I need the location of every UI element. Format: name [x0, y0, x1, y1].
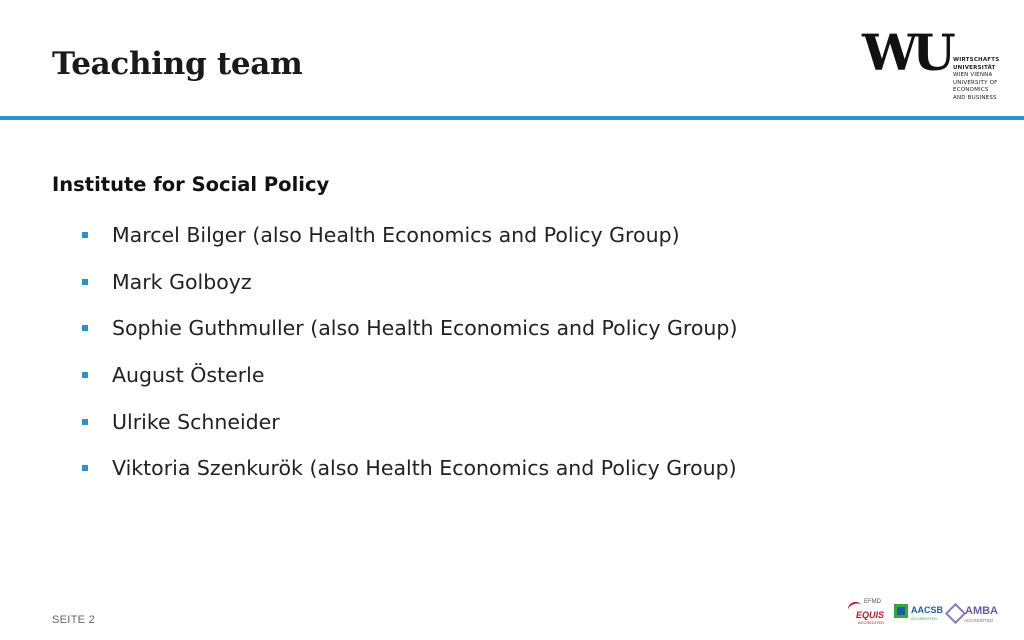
- square-bullet-icon: [82, 279, 88, 285]
- wu-logo-text: [953, 57, 1013, 103]
- logo-line: WIRTSCHAFTS: [953, 57, 1000, 63]
- amba-diamond-icon: [945, 603, 966, 624]
- wu-logo: [862, 23, 1002, 106]
- equis-logo: [846, 598, 890, 626]
- square-bullet-icon: [82, 465, 88, 471]
- list-item: [82, 212, 737, 259]
- member-name: Sophie Guthmuller (also Health Economics and Policy Group): [112, 316, 738, 341]
- member-name: Ulrike Schneider: [112, 409, 280, 434]
- logo-line: ECONOMICS: [953, 87, 989, 94]
- member-name: Viktoria Szenkurök (also Health Economics and Policy Group): [112, 456, 737, 481]
- section-heading: Institute for Social Policy: [52, 173, 330, 196]
- member-name: Marcel Bilger (also Health Economics and Policy Group): [112, 223, 680, 248]
- member-name: August Österle: [112, 363, 265, 388]
- list-item: [82, 305, 737, 352]
- equis-accredited-text: ACCREDITED: [858, 620, 885, 625]
- square-bullet-icon: [82, 419, 88, 425]
- square-bullet-icon: [82, 372, 88, 378]
- list-item: [82, 259, 737, 306]
- header-divider: [0, 116, 1024, 120]
- wu-logo-mark: WU: [862, 23, 950, 82]
- list-item: [82, 445, 737, 492]
- aacsb-name: AACSB: [911, 605, 944, 615]
- amba-logo: [946, 602, 1002, 626]
- logo-line: AND BUSINESS: [953, 94, 997, 101]
- amba-accredited-text: ACCREDITED: [964, 618, 994, 623]
- list-item: [82, 398, 737, 445]
- accreditation-badges: [846, 598, 1006, 628]
- equis-name: EQUIS: [856, 610, 885, 620]
- aacsb-accredited-text: ACCREDITED: [911, 616, 938, 621]
- team-member-list: [82, 212, 737, 492]
- square-bullet-icon: [82, 232, 88, 238]
- equis-efmd-text: EFMD: [864, 599, 881, 605]
- logo-line: WIEN VIENNA: [953, 72, 993, 79]
- member-name: Mark Golboyz: [112, 269, 252, 294]
- amba-name: AMBA: [965, 605, 998, 617]
- logo-line: UNIVERSITY OF: [953, 79, 998, 86]
- list-item: [82, 352, 737, 399]
- aacsb-logo: [894, 604, 944, 624]
- slide-title: Teaching team: [52, 46, 303, 82]
- logo-line: UNIVERSITÄT: [953, 64, 996, 71]
- page-number: SEITE 2: [52, 614, 96, 626]
- square-bullet-icon: [82, 325, 88, 331]
